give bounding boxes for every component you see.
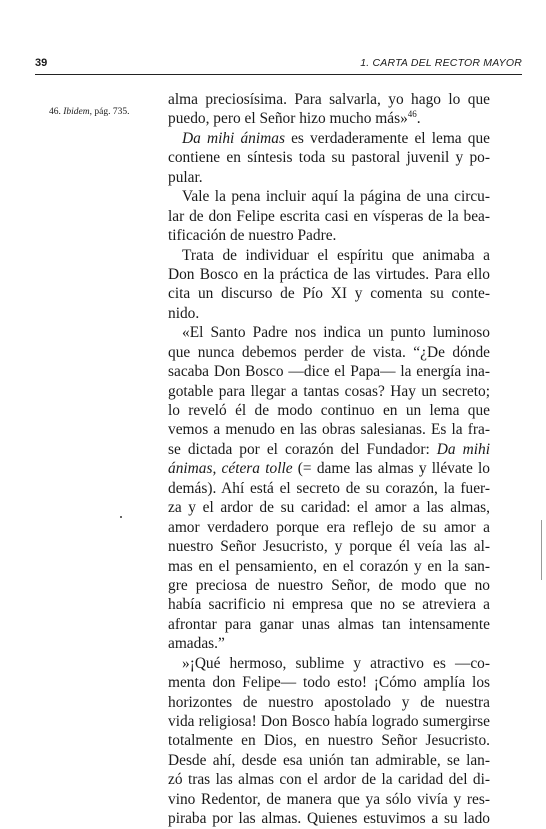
running-header <box>35 56 522 75</box>
text-line: totalmente en Dios, en nuestro Señor Jesucristo. <box>168 732 490 750</box>
text-line: que nunca debemos perder de vista. “¿De dónde <box>168 343 490 361</box>
text-line: vemos a menudo en las obras salesianas. Es la fra- <box>168 421 490 439</box>
text-line: había sacrificio ni empresa que no se atreviera a <box>168 596 490 614</box>
text-line: nuestro Señor Jesucristo, y porque él veía las al- <box>168 538 490 556</box>
text-line: vida religiosa! Don Bosco había logrado sumergirse <box>168 713 490 730</box>
text-line: gotable para llegar a tantas cosas? Hay un secreto; <box>168 382 490 400</box>
text-line: vino Redentor, de manera que ya sólo vivía y res- <box>168 790 490 808</box>
text-line: puedo, pero el Señor hizo mucho más»$^{46}$. <box>168 109 421 128</box>
text-line: lo reveló él de modo continuo en un lema que <box>168 402 490 419</box>
footnote-page: pág. 735. <box>94 107 130 117</box>
text-line: menta don Felipe— todo esto! ¡Cómo amplía los <box>168 674 490 692</box>
text-line: cita un discurso de Pío XI y comenta su conte- <box>168 285 490 303</box>
text-line: amor verdadero porque era reflejo de su amor a <box>168 518 490 536</box>
text-line: horizontes de nuestro apostolado y de nuestra <box>168 693 490 711</box>
text-line: se dictada por el corazón del Fundador: Da mihi <box>168 440 490 458</box>
text-line: sacaba Don Bosco —dice el Papa— la energía ina- <box>168 363 490 381</box>
footnote-46 <box>49 106 159 118</box>
body-text <box>168 90 490 829</box>
text-line: piraba por las almas. Quienes estuvimos a su lado <box>168 810 490 828</box>
text-line: za y el ardor de su caridad: el amor a las almas, <box>168 499 490 517</box>
text-line: Vale la pena incluir aquí la página de una circu- <box>182 188 490 206</box>
text-line: nido. <box>168 304 200 322</box>
text-line: »¡Qué hermoso, sublime y atractivo es —co- <box>182 654 490 672</box>
text-line: ánimas, cétera tolle (= dame las almas y llévate lo <box>168 460 490 478</box>
running-head-title: 1. CARTA DEL RECTOR MAYOR <box>360 57 522 69</box>
page-number: 39 <box>35 57 48 69</box>
text-line: lar de don Felipe escrita casi en vísperas de la bea- <box>168 207 490 225</box>
stray-mark <box>120 516 122 518</box>
text-line: Desde ahí, desde esa unión tan admirable, se lan- <box>168 751 490 769</box>
text-line: «El Santo Padre nos indica un punto luminoso <box>182 324 490 342</box>
text-line: tificación de nuestro Padre. <box>168 227 337 245</box>
text-line: zó tras las almas con el ardor de la caridad del di- <box>168 771 490 789</box>
text-line: Trata de individuar el espíritu que animaba a <box>182 246 490 264</box>
text-line: alma preciosísima. Para salvarla, yo hago lo que <box>168 91 490 108</box>
text-line: pular. <box>168 168 203 186</box>
text-line: demás). Ahí está el secreto de su corazón, la fuer- <box>168 479 490 497</box>
text-line: gre preciosa de nuestro Señor, de modo que no <box>168 576 490 594</box>
text-line: amadas.” <box>168 635 225 653</box>
footnote-number: 46. <box>49 107 61 117</box>
footnote-ref: Ibidem, <box>63 107 93 117</box>
margin-line <box>541 520 542 580</box>
footnote-marker: 46 <box>407 109 417 120</box>
text-line: mas en el pensamiento, en el corazón y en la san- <box>168 557 490 575</box>
text-line: contiene en síntesis toda su pastoral juvenil y po- <box>168 149 490 167</box>
text-line: afrontar para ganar unas almas tan intensamente <box>168 615 490 633</box>
text-line: Don Bosco en la práctica de las virtudes. Para ello <box>168 265 490 283</box>
text-line: Da mihi ánimas es verdaderamente el lema que <box>182 129 490 147</box>
